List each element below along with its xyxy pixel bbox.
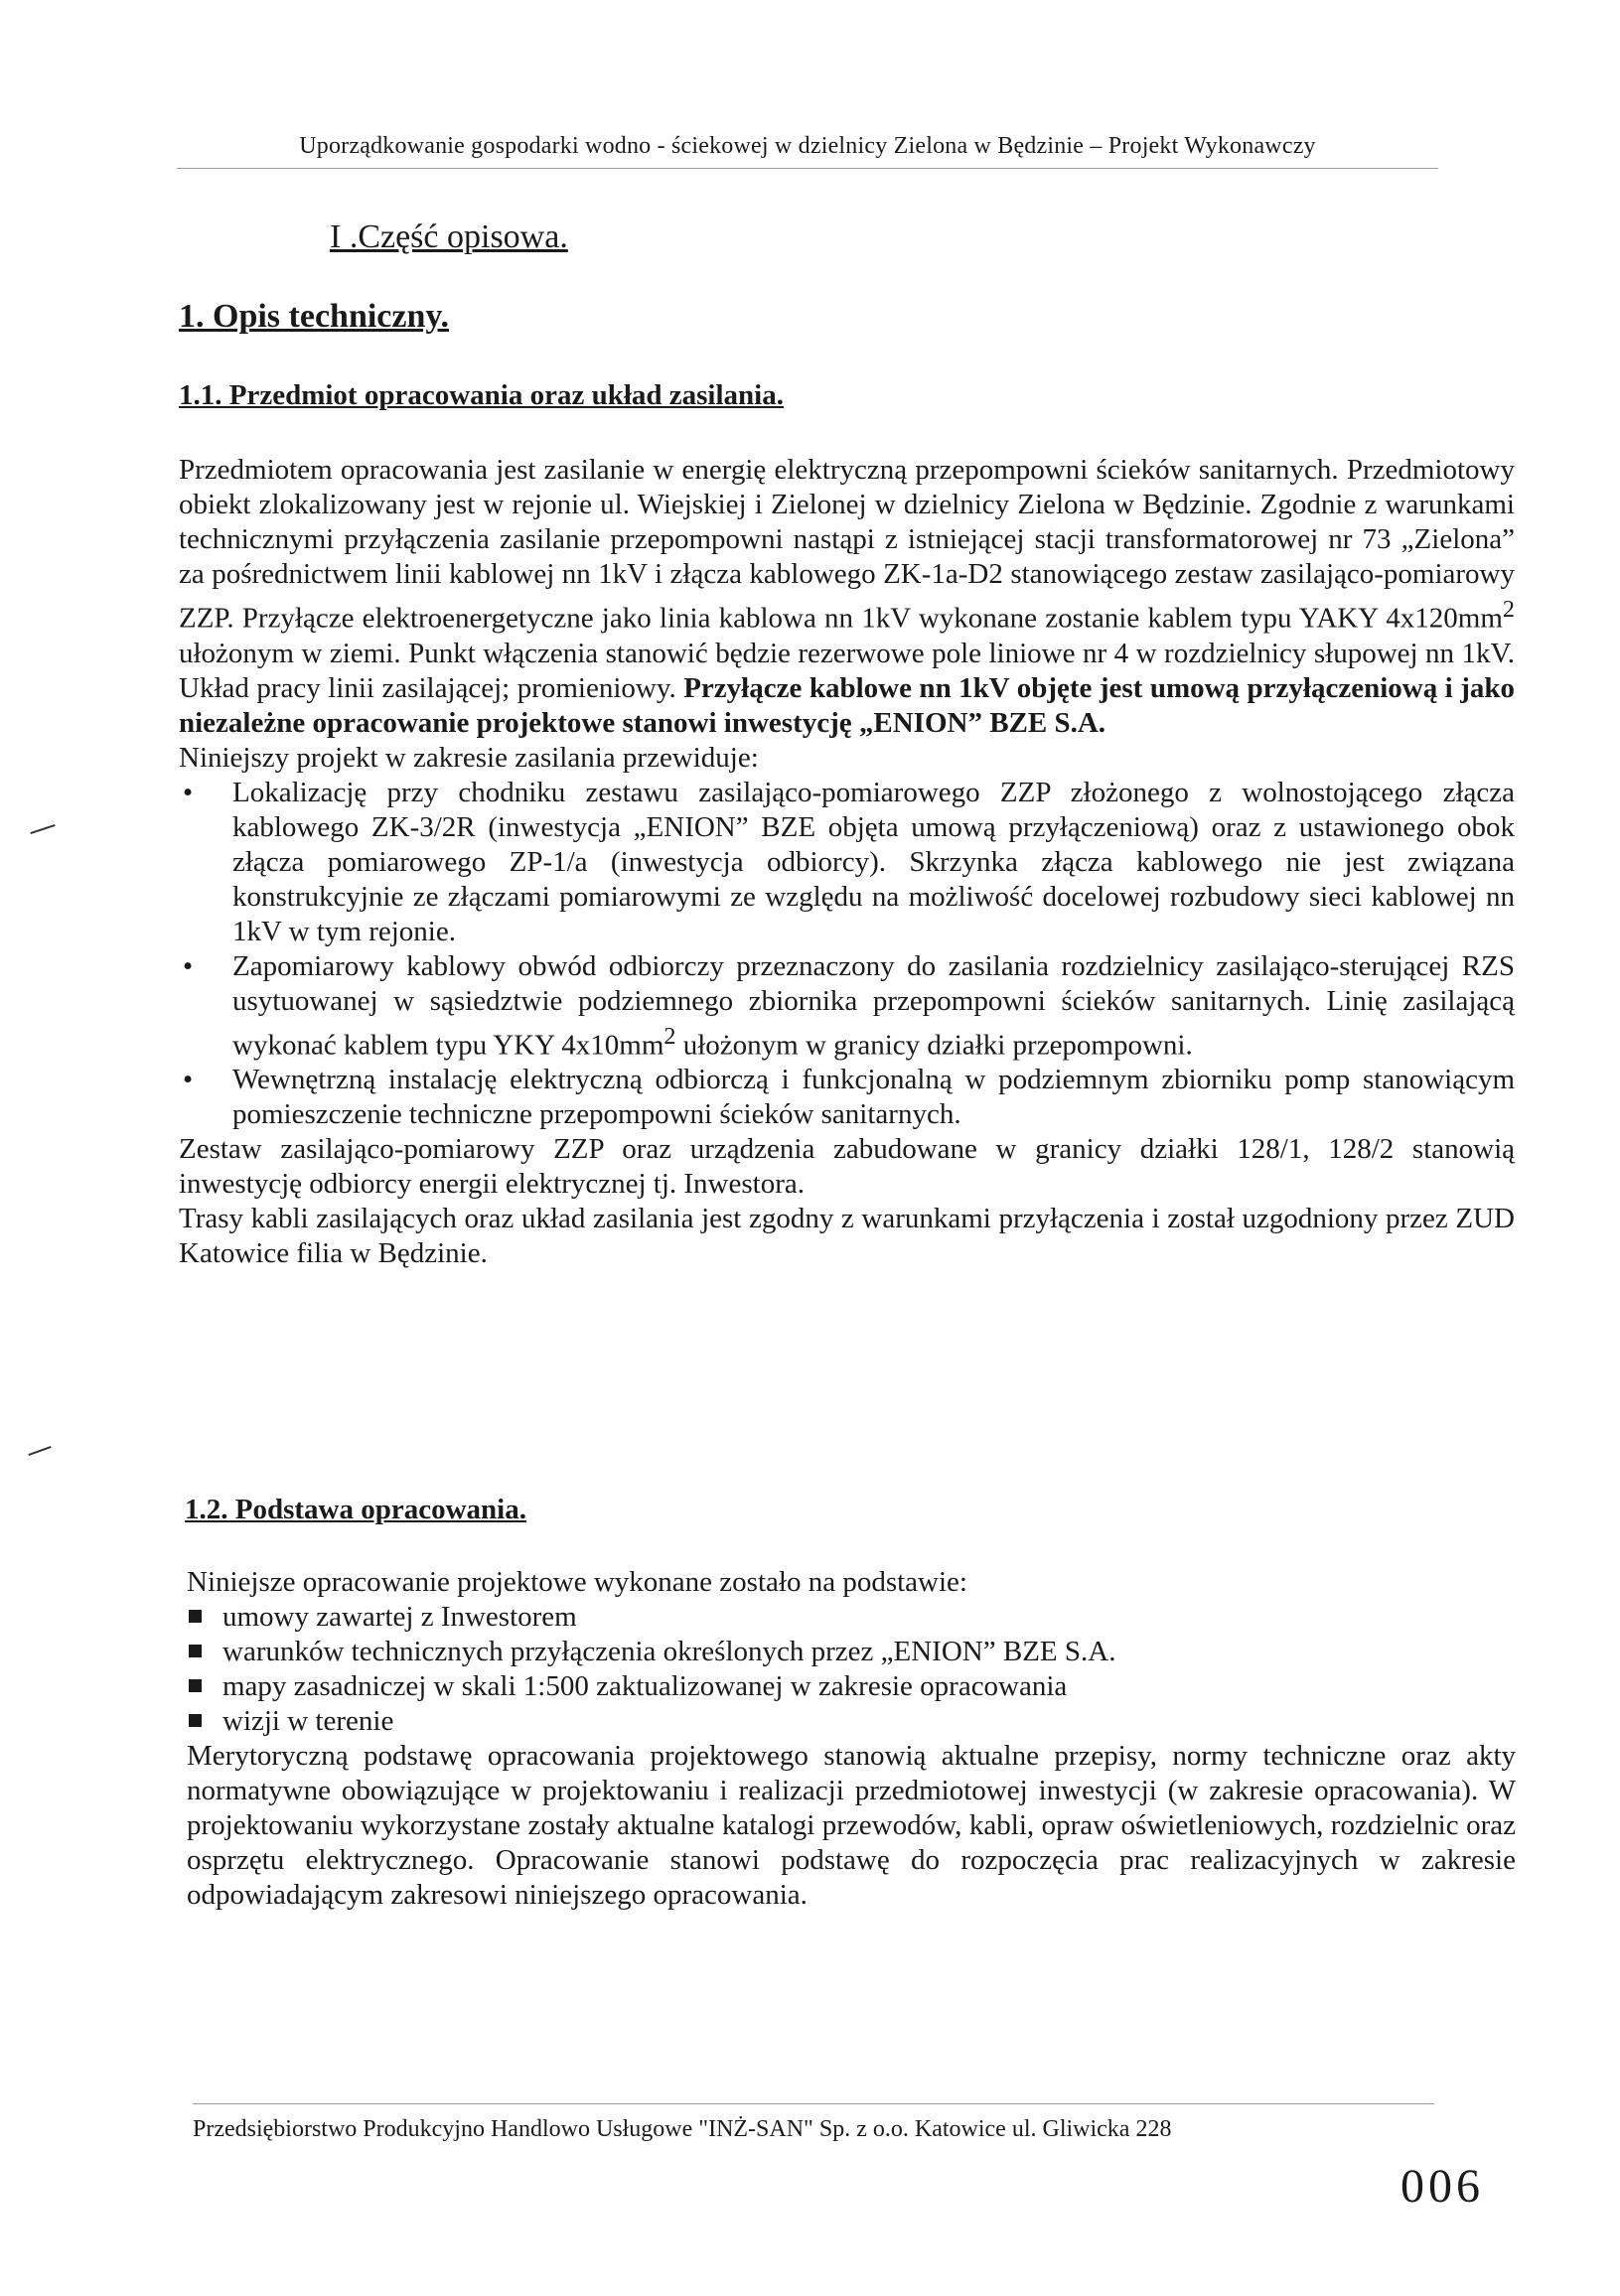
paragraph-text: Przedmiotem opracowania jest zasilanie w energię elektryczną przepompowni ścieków sanitarnych. Przedmiotowy obiekt zlokalizowany jest w rejonie ul. Wiejskiej i Zielonej w dzielnicy Zielona w Będzinie. Zgodnie z warunkami technicznymi przyłączenia zasilanie przepompowni nastąpi z istniejącej stacji transformatorowej nr 73 „Zielona” za pośrednictwem linii kablowej nn 1kV i złącza kablowego ZK-1a-D2 stanowiącego zestaw zasilająco-pomiarowy ZZP. Przyłącze elektroenergetyczne jako linia kablowa nn 1kV wykonane zostanie kablem typu YAKY 4x120mm: [179, 454, 1515, 635]
section-1-2-intro: Niniejsze opracowanie projektowe wykonane zostało na podstawie:: [187, 1566, 967, 1598]
page-header: Uporządkowanie gospodarki wodno - ściekowej w dzielnicy Zielona w Będzinie – Projekt Wykonawczy: [177, 133, 1438, 169]
scan-mark: [30, 824, 55, 834]
list-item-text: Wewnętrzną instalację elektryczną odbiorczą i funkcjonalną w podziemnym zbiorniku pomp stanowiącym pomieszczenie techniczne przepompowni ścieków sanitarnych.: [232, 1064, 1515, 1131]
list-item: [187, 1704, 1516, 1739]
scope-bullet-list: [179, 776, 1515, 1133]
list-item-text: umowy zawartej z Inwestorem: [222, 1601, 577, 1633]
bullet-icon: •: [183, 949, 194, 982]
list-item: [179, 1063, 1515, 1132]
paragraph-text: ułożonym w ziemi. Punkt włączenia stanowić będzie rezerwowe pole liniowe nr 4 w rozdzielnicy słupowej nn 1kV. Układ pracy linii zasilającej; promieniowy.: [179, 637, 1515, 704]
list-item: [179, 949, 1515, 1064]
list-item-text: ułożonym w granicy działki przepompowni.: [675, 1029, 1193, 1062]
section-1-1-paragraph-1: [179, 453, 1515, 741]
list-item: [179, 776, 1515, 949]
list-item: [187, 1600, 1516, 1635]
section-1-2-body: [187, 1565, 1516, 1913]
section-1-1-title: 1.1. Przedmiot opracowania oraz układ zasilania.: [179, 379, 784, 411]
square-bullet-icon: [189, 1679, 202, 1692]
page-footer: Przedsiębiorstwo Produkcyjno Handlowo Usługowe "INŻ-SAN" Sp. z o.o. Katowice ul. Gliwicka 228: [193, 2103, 1434, 2143]
page-number: 006: [1400, 2160, 1484, 2213]
superscript: 2: [663, 1022, 676, 1050]
scan-mark: [28, 1446, 51, 1456]
section-1-1-paragraph-4: Trasy kabli zasilających oraz układ zasilania jest zgodny z warunkami przyłączenia i został uzgodniony przez ZUD Katowice filia w Będzinie.: [179, 1203, 1515, 1270]
square-bullet-icon: [189, 1714, 202, 1727]
superscript: 2: [1502, 596, 1515, 623]
section-1-1-paragraph-2: Niniejszy projekt w zakresie zasilania przewiduje:: [179, 741, 759, 774]
list-item-text: wizji w terenie: [222, 1705, 394, 1737]
list-item: [187, 1635, 1516, 1669]
chapter-title: 1. Opis techniczny.: [179, 298, 450, 335]
bullet-icon: •: [183, 776, 194, 808]
list-item-text: Zapomiarowy kablowy obwód odbiorczy przeznaczony do zasilania rozdzielnicy zasilająco-sterującej RZS usytuowanej w sąsiedztwie podziemnego zbiornika przepompowni ścieków sanitarnych. Linię zasilającą wykonać kablem typu YKY 4x10mm: [232, 949, 1515, 1062]
square-bullet-icon: [189, 1610, 202, 1623]
list-item: [187, 1669, 1516, 1704]
square-bullet-icon: [189, 1645, 202, 1657]
section-1-2-title: 1.2. Podstawa opracowania.: [185, 1494, 526, 1525]
basis-square-list: [187, 1600, 1516, 1739]
list-item-text: mapy zasadniczej w skali 1:500 zaktualizowanej w zakresie opracowania: [222, 1670, 1068, 1702]
bullet-icon: •: [183, 1064, 194, 1096]
bold-statement: Przyłącze kablowe nn 1kV objęte jest umową przyłączeniową i jako niezależne opracowanie projektowe stanowi inwestycję „ENION” BZE S.A.: [179, 671, 1516, 739]
part-title: I .Część opisowa.: [330, 218, 568, 255]
list-item-text: Lokalizację przy chodniku zestawu zasilająco-pomiarowego ZZP złożonego z wolnostojącego złącza kablowego ZK-3/2R (inwestycja „ENION” BZE objęta umową przyłączeniową) oraz z ustawionego obok złącza pomiarowego ZP-1/a (inwestycja odbiorcy). Skrzynka złącza kablowego nie jest związana konstrukcyjnie ze złączami pomiarowymi ze względu na możliwość docelowej rozbudowy sieci kablowej nn 1kV w tym rejonie.: [232, 776, 1515, 947]
section-1-2-paragraph: Merytoryczną podstawę opracowania projektowego stanowią aktualne przepisy, normy techniczne oraz akty normatywne obowiązujące w projektowaniu i realizacji przedmiotowej inwestycji (w zakresie opracowania). W projektowaniu wykorzystane zostały aktualne katalogi przewodów, kabli, opraw oświetleniowych, rozdzielnic oraz osprzętu elektrycznego. Opracowanie stanowi podstawę do rozpoczęcia prac realizacyjnych w zakresie odpowiadającym zakresowi niniejszego opracowania.: [187, 1740, 1516, 1911]
section-1-1-paragraph-3: Zestaw zasilająco-pomiarowy ZZP oraz urządzenia zabudowane w granicy działki 128/1, 128/2 stanowią inwestycję odbiorcy energii elektrycznej tj. Inwestora.: [179, 1133, 1515, 1201]
section-1-1-body: [179, 453, 1515, 1271]
list-item-text: warunków technicznych przyłączenia określonych przez „ENION” BZE S.A.: [222, 1636, 1116, 1667]
